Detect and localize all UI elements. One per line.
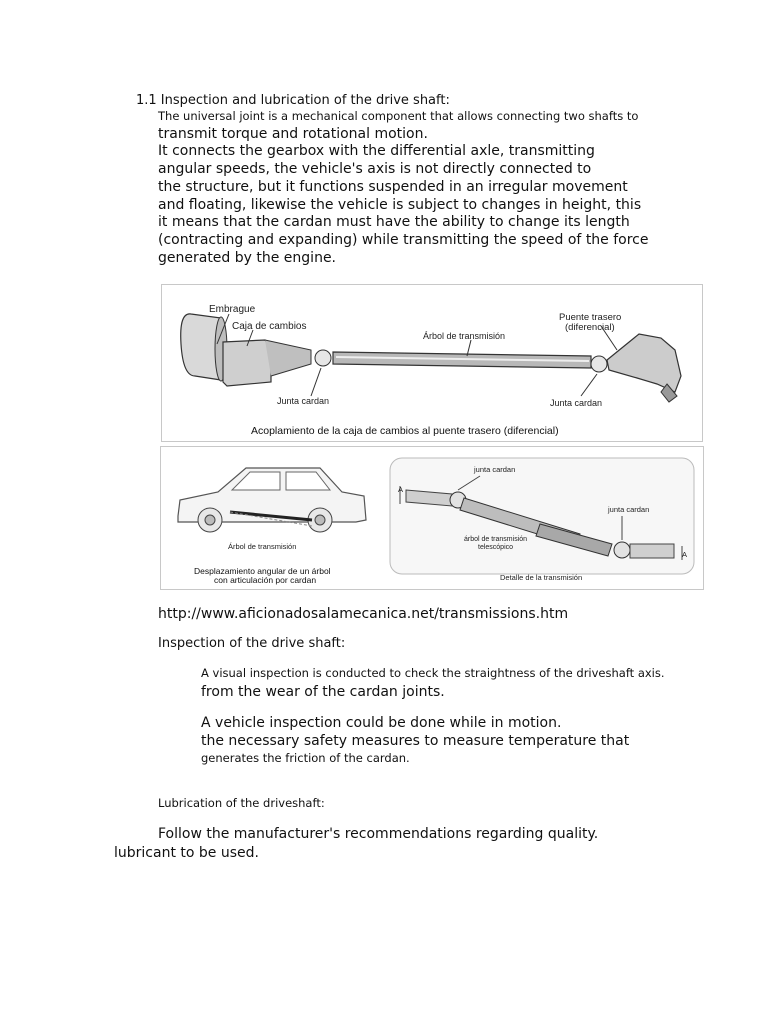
intro-line: (contracting and expanding) while transmitting the speed of the force <box>158 232 649 248</box>
intro-line: angular speeds, the vehicle's axis is not directly connected to <box>158 161 592 177</box>
car-and-detail-diagram <box>160 446 704 590</box>
inspection-line: generates the friction of the cardan. <box>201 751 410 765</box>
detail-junta-right: junta cardan <box>608 505 650 514</box>
detail-arbol-line-2: telescópico <box>478 544 514 551</box>
label-caja-de-cambios: Caja de cambios <box>232 321 307 332</box>
intro-line: generated by the engine. <box>158 250 337 266</box>
intro-line: transmit torque and rotational motion. <box>158 126 428 142</box>
car-rear-hub-shape <box>315 515 325 525</box>
label-puente-trasero: Puente trasero <box>559 312 622 323</box>
detail-right-stub-shape <box>630 544 674 558</box>
figure-top-caption: Acoplamiento de la caja de cambios al puente trasero (diferencial) <box>251 425 559 437</box>
rear-cardan-joint-shape <box>591 356 607 372</box>
driveshaft-diagram <box>161 284 703 442</box>
lubrication-heading: Lubrication of the driveshaft: <box>158 796 325 810</box>
lubrication-line: lubricant to be used. <box>114 845 259 861</box>
label-embrague: Embrague <box>209 304 256 315</box>
source-url: http://www.aficionadosalamecanica.net/transmissions.htm <box>158 606 569 622</box>
label-junta-cardan-right: Junta cardan <box>550 398 603 408</box>
car-caption-line-1: Desplazamiento angular de un árbol <box>194 566 331 576</box>
detail-junta-top: junta cardan <box>474 465 516 474</box>
detail-arbol-line-1: árbol de transmisión <box>464 536 528 543</box>
inspection-line: from the wear of the cardan joints. <box>201 684 445 700</box>
detail-angle-right: A <box>682 550 688 559</box>
intro-line: It connects the gearbox with the differential axle, transmitting <box>158 143 595 159</box>
intro-line: and floating, likewise the vehicle is subject to changes in height, this <box>158 197 642 213</box>
inspection-heading: Inspection of the drive shaft: <box>158 636 346 651</box>
inspection-line: the necessary safety measures to measure temperature that <box>201 733 630 749</box>
intro-line: The universal joint is a mechanical component that allows connecting two shafts to <box>158 109 639 123</box>
car-front-hub-shape <box>205 515 215 525</box>
detail-caption: Detalle de la transmisión <box>500 573 583 582</box>
intro-line: it means that the cardan must have the ability to change its length <box>158 214 630 230</box>
detail-angle-left: A <box>398 485 404 494</box>
inspection-line: A vehicle inspection could be done while in motion. <box>201 715 562 731</box>
label-diferencial: (diferencial) <box>565 322 615 333</box>
gearbox-shape <box>223 340 271 386</box>
detail-right-cardan-shape <box>614 542 630 558</box>
front-cardan-joint-shape <box>315 350 331 366</box>
label-arbol-de-transmision: Árbol de transmisión <box>423 331 506 341</box>
intro-line: the structure, but it functions suspended in an irregular movement <box>158 179 628 195</box>
car-shaft-label: Árbol de transmisión <box>228 542 297 551</box>
section-heading: 1.1 Inspection and lubrication of the drive shaft: <box>136 93 450 108</box>
lubrication-line: Follow the manufacturer's recommendations regarding quality. <box>158 826 599 842</box>
label-junta-cardan-left: Junta cardan <box>277 396 330 406</box>
car-caption-line-2: con articulación por cardan <box>214 575 317 585</box>
inspection-line: A visual inspection is conducted to check the straightness of the driveshaft axis. <box>201 666 665 680</box>
